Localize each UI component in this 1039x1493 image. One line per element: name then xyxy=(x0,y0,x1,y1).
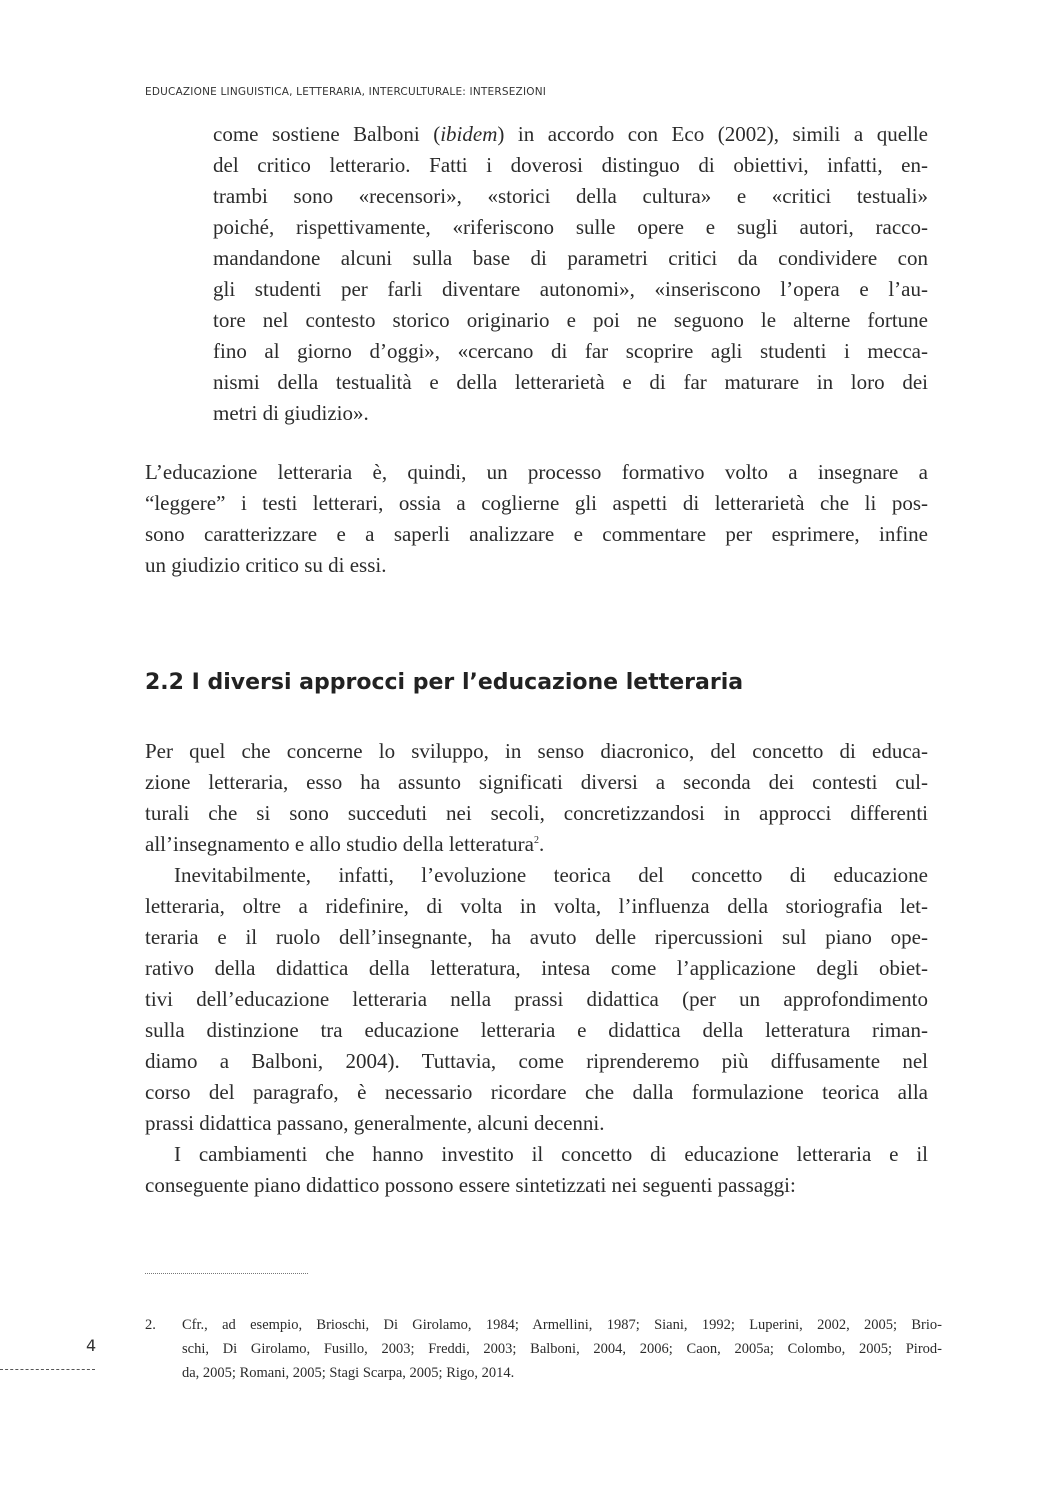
section-heading: 2.2 I diversi approcci per l’educazione letteraria xyxy=(145,670,744,695)
text-line: poiché, rispettivamente, «riferiscono sulle opere e sugli autori, racco- xyxy=(213,215,928,239)
text-line xyxy=(145,829,928,860)
text-line: conseguente piano didattico possono essere sintetizzati nei seguenti passaggi: xyxy=(145,1173,796,1197)
text-line: zione letteraria, esso ha assunto significati diversi a seconda dei contesti cul- xyxy=(145,770,928,794)
text-line: “leggere” i testi letterari, ossia a coglierne gli aspetti di letterarietà che li pos- xyxy=(145,491,928,515)
footnote-separator xyxy=(145,1273,308,1274)
text-segment: come sostiene Balboni ( xyxy=(213,122,441,146)
text-segment: . xyxy=(538,832,545,856)
text-line: schi, Di Girolamo, Fusillo, 2003; Freddi, 2003; Balboni, 2004, 2006; Caon, 2005a; Colombo, 2005; Pirod- xyxy=(182,1341,942,1357)
paragraph-conclusion xyxy=(145,457,928,581)
text-line: sono caratterizzare e a saperli analizzare e commentare per esprimere, infine xyxy=(145,522,928,546)
text-line: teraria e il ruolo dell’insegnante, ha avuto delle ripercussioni sul piano ope- xyxy=(145,925,928,949)
page-number: 4 xyxy=(86,1336,97,1355)
footnote-reference[interactable]: 2 xyxy=(533,835,539,846)
text-line: metri di giudizio». xyxy=(213,401,369,425)
footnote-number: 2. xyxy=(145,1317,156,1333)
page-number-rule xyxy=(0,1369,95,1370)
text-line: corso del paragrafo, è necessario ricordare che dalla formulazione teorica alla xyxy=(145,1080,928,1104)
text-line: Per quel che concerne lo sviluppo, in senso diacronico, del concetto di educa- xyxy=(145,739,928,763)
text-line: I cambiamenti che hanno investito il concetto di educazione letteraria e il xyxy=(174,1142,928,1166)
text-line: Cfr., ad esempio, Brioschi, Di Girolamo, 1984; Armellini, 1987; Siani, 1992; Luperini, 2002, 2005; Brio- xyxy=(182,1317,942,1333)
text-line: turali che si sono succeduti nei secoli, concretizzandosi in approcci differenti xyxy=(145,801,928,825)
text-line: L’educazione letteraria è, quindi, un processo formativo volto a insegnare a xyxy=(145,460,928,484)
running-head: EDUCAZIONE LINGUISTICA, LETTERARIA, INTERCULTURALE: INTERSEZIONI xyxy=(145,86,547,98)
text-line: tivi dell’educazione letteraria nella prassi didattica (per un approfondimento xyxy=(145,987,928,1011)
text-line xyxy=(213,119,928,150)
block-quote xyxy=(213,119,928,429)
text-line: mandandone alcuni sulla base di parametri critici da condividere con xyxy=(213,246,928,270)
text-line: trambi sono «recensori», «storici della cultura» e «critici testuali» xyxy=(213,184,928,208)
text-line: sulla distinzione tra educazione letteraria e didattica della letteratura riman- xyxy=(145,1018,928,1042)
text-line: diamo a Balboni, 2004). Tuttavia, come riprenderemo più diffusamente nel xyxy=(145,1049,928,1073)
text-line: Inevitabilmente, infatti, l’evoluzione teorica del concetto di educazione xyxy=(174,863,928,887)
text-line: letteraria, oltre a ridefinire, di volta in volta, l’influenza della storiografia let- xyxy=(145,894,928,918)
text-segment: all’insegnamento e allo studio della letteratura xyxy=(145,832,534,856)
text-line: fino al giorno d’oggi», «cercano di far scoprire agli studenti i mecca- xyxy=(213,339,928,363)
footnote-text xyxy=(182,1313,942,1385)
text-line: rativo della didattica della letteratura, intesa come l’applicazione degli obiet- xyxy=(145,956,928,980)
italic-text: ibidem xyxy=(440,122,498,146)
text-line: del critico letterario. Fatti i doverosi distinguo di obiettivi, infatti, en- xyxy=(213,153,928,177)
text-line: tore nel contesto storico originario e poi ne seguono le alterne fortune xyxy=(213,308,928,332)
text-line: nismi della testualità e della letterarietà e di far maturare in loro dei xyxy=(213,370,928,394)
text-line: un giudizio critico su di essi. xyxy=(145,553,387,577)
text-line: da, 2005; Romani, 2005; Stagi Scarpa, 2005; Rigo, 2014. xyxy=(182,1365,515,1381)
text-segment: ) in accordo con Eco (2002), simili a quelle xyxy=(497,122,928,146)
text-line: gli studenti per farli diventare autonomi», «inseriscono l’opera e l’au- xyxy=(213,277,928,301)
text-line: prassi didattica passano, generalmente, alcuni decenni. xyxy=(145,1111,605,1135)
paragraph-approaches xyxy=(145,736,928,1201)
